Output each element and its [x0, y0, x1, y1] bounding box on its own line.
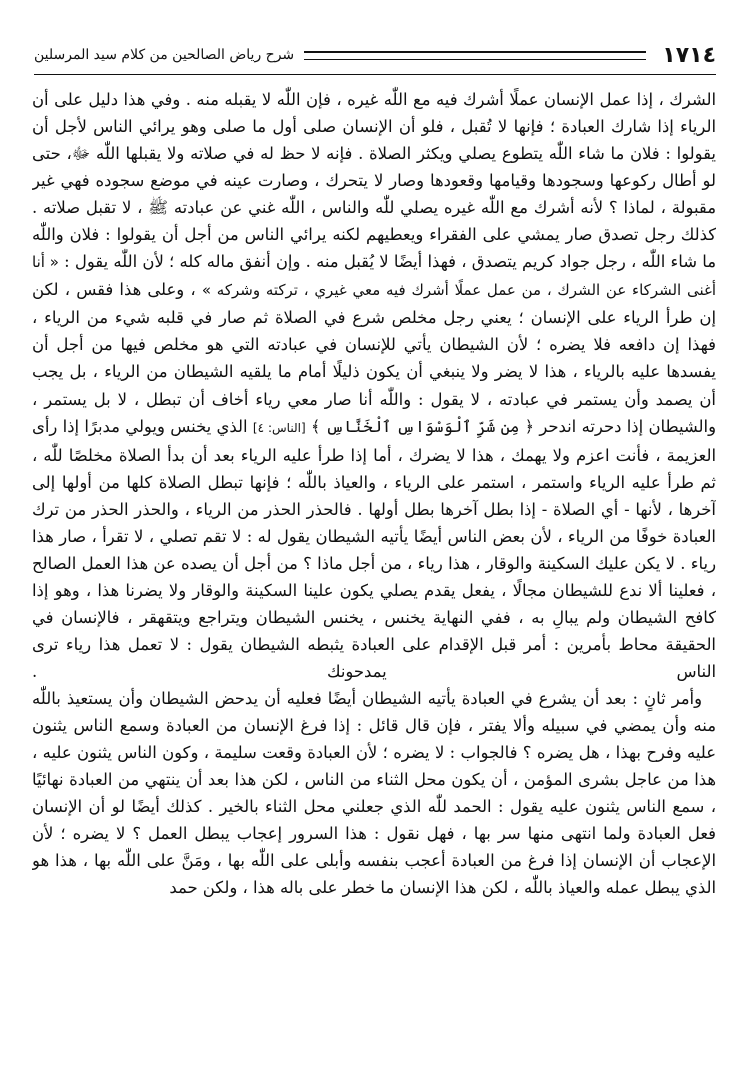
paragraph-text: وأمر ثانٍ : بعد أن يشرع في العبادة يأتيه الشيطان أيضًا فعليه أن يدحض الشيطان وأن يستعيذ باللّٰه منه وأن يمضي في سبيله وألا يفتر ، فإن قال قائل : إذا فرغ الإنسان من العبادة وسمع الناس يثنون عليه وفرح بهذا ، هل يضره ؟ فالجواب : لا يضره ؛ لأن العبادة وقعت سليمة ، وكون الناس يثنون عليه ، هذا من عاجل بشرى المؤمن ، أن يكون محل الثناء من الناس ، لكن هذا بعد أن ينتهي من العبادة نهائيًا ، سمع الناس يثنون عليه يقول : الحمد للّٰه الذي جعلني محل الثناء بالخير . كذلك أيضًا لو أن الإنسان فعل العبادة ولما انتهى منها سر بها ، فهل نقول : هذا السرور إعجاب يبطل العمل ؟ لا يضره ؛ لأن الإعجاب أن الإنسان إذا فرغ من العبادة أعجب بنفسه وأبلى على اللّٰه بها ، ومَنَّ على اللّٰه بها ، هذا هو الذي يبطل عمله والعياذ باللّٰه ، لكن هذا الإنسان ما خطر على باله هذا ، ولكن حمد — [32, 689, 716, 898]
paragraph — [32, 86, 716, 685]
quran-verse: ﴿ مِن شَرِّ ٱلْوَسْوَاسِ ٱلْخَنَّاسِ ﴾ — [311, 416, 534, 436]
body-text — [32, 86, 716, 1066]
verse-reference: [الناس: ٤] — [252, 420, 306, 435]
hadith-quote: « أنا أغنى الشركاء عن الشرك ، من عمل عملًا أشرك فيه معي غيري ، تركته وشركه » — [32, 253, 716, 300]
page-number: ١٧١٤ — [662, 42, 716, 68]
paragraph-text: الذي يخنس ويولي مدبرًا إذا رأى العزيمة ، فأنت اعزم ولا يهمك ، هذا لا يضرك ، أما إذا طرأ عليه الرياء بعد أن بدأ الصلاة مخلصًا للّٰه ، ثم طرأ عليه الرياء واستمر ، استمر على الرياء ، والعياذ باللّٰه ؛ فإنها تبطل الصلاة كلها من أولها إلى آخرها ، لأنها - أي الصلاة - إذا بطل آخرها بطل أولها . فالحذر الحذر من الرياء ، والحذر الحذر من ترك العبادة خوفًا من الرياء ، لأن بعض الناس أيضًا يأتيه الشيطان يقول له : لا تقم تصلي ، لا تقرأ ، صار هذا رياء . لا يكن عليك السكينة والوقار ، هذا رياء ، من أجل ماذا ؟ من أجل أن يصده عن هذا العمل الصالح ، فعلينا ألا ندع للشيطان مجالًا ، يفعل يقدم يصلي يكون علينا السكينة والوقار ولا يضرنا هذا ، وهو إذا كافح الشيطان ولم يبالِ به ، ففي النهاية يخنس ، يخنس الشيطان ويتراجع ويتقهقر ، فالإنسان في الحقيقة محاط بأمرين : أمر قبل الإقدام على العبادة يثبطه الشيطان يقول : لا تعمل هذا رياء ترى الناس يمدحونك . — [32, 416, 716, 681]
paragraph — [32, 685, 716, 901]
running-title: شرح رياض الصالحين من كلام سيد المرسلين — [34, 47, 295, 63]
paragraph-text: ، وعلى هذا فقس ، لكن إن طرأ الرياء على الإنسان ؛ يعني رجل مخلص شرع في الصلاة ثم صار في قلبه شيء من الرياء ، فهذا إن دافعه فلا يضره ؛ لأن الشيطان يأتي للإنسان في عبادته التي هو مخلص فيها من أجل أن يفسدها عليه بالرياء ، هذا لا يضر ولا ينبغي أن يكون ذليلًا أمام ما يلقيه الشيطان من الرياء ، بل يجب أن يصمد وأن يستمر في عبادته ، لا يقول : واللّٰه أنا صار معي رياء أخاف أن تبطل ، لا بل يستمر ، والشيطان إذا دحرته اندحر — [32, 280, 716, 436]
page-header — [34, 40, 716, 70]
paragraph-text: الشرك ، إذا عمل الإنسان عملًا أشرك فيه مع اللّٰه غيره ، فإن اللّٰه لا يقبله منه . وفي هذا دليل على أن الرياء إذا شارك العبادة ؛ فإنها لا تُقبل ، فلو أن الإنسان صلى أول ما صلى وهو يرائي الناس لأجل أن يقولوا : فلان ما شاء اللّٰه يتطوع يصلي ويكثر الصلاة . فإنه لا حظ له في صلاته ولا يقبلها اللّٰه ﷻ، حتى لو أطال ركوعها وسجودها وقيامها وقعودها وصار لا يتحرك ، وصارت عينه في موضع سجوده فهي غير مقبولة ، لماذا ؟ لأنه أشرك مع اللّٰه غيره يصلي للّٰه والناس ، اللّٰه غني عن عبادته ﷺ ، لا تقبل صلاته . كذلك رجل تصدق صار يمشي على الفقراء ويعطيهم لكنه يرائي الناس من أجل أن يقولوا : فلان واللّٰه ما شاء اللّٰه ، رجل جواد كريم يتصدق ، فهذا أيضًا لا يُقبل منه . وإن أنفق ماله كله ؛ لأن اللّٰه يقول : — [32, 90, 716, 272]
header-rule — [304, 51, 646, 60]
header-divider — [34, 74, 716, 75]
